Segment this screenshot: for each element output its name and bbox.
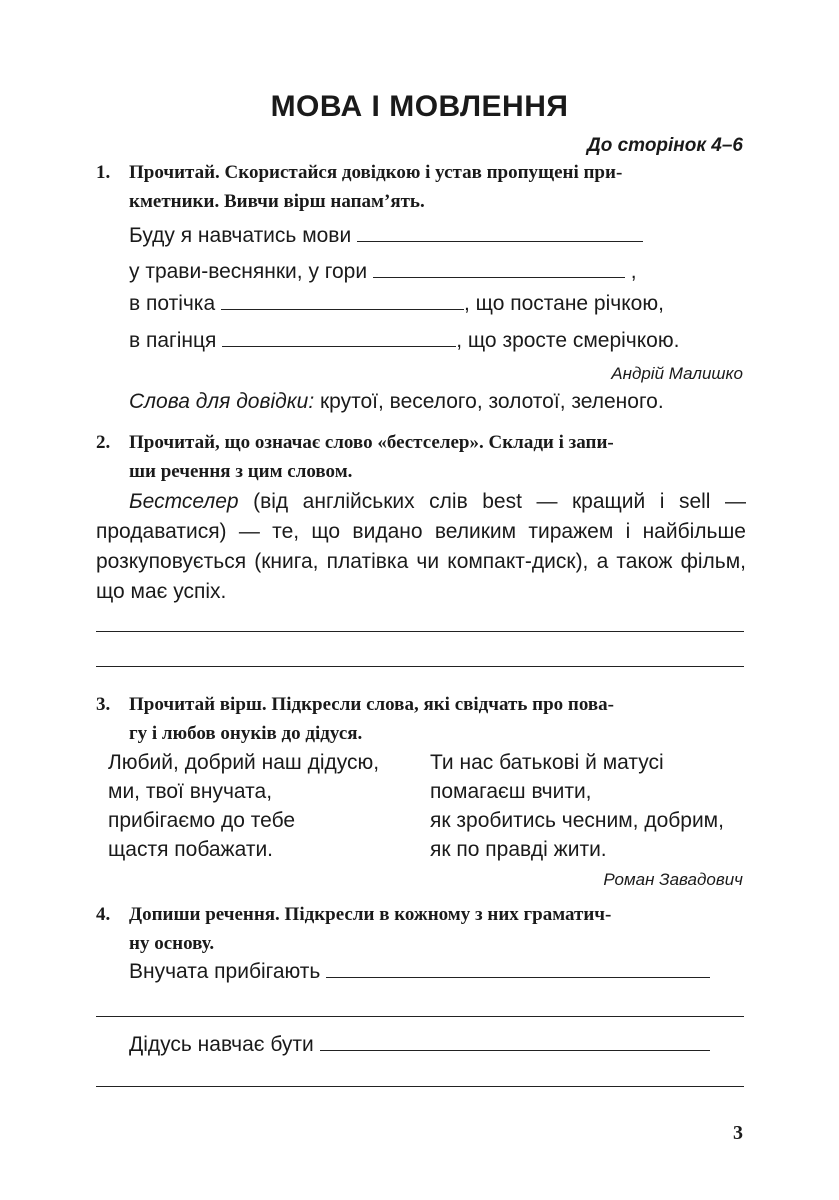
- poem-line: [129, 260, 637, 284]
- task-1-instruction: [96, 158, 746, 216]
- answer-line[interactable]: [96, 1016, 744, 1017]
- poem-text: в пагінця: [129, 329, 217, 352]
- task-4-instruction: [96, 900, 746, 958]
- poem-line: прибігаємо до тебе: [108, 809, 296, 832]
- poem-right-column: [430, 748, 724, 864]
- task-text-line: гу і любов онуків до дідуся.: [129, 723, 363, 744]
- sentence-start: Внучата прибігають: [129, 960, 321, 983]
- answer-blank[interactable]: [357, 240, 643, 242]
- page-number: 3: [733, 1122, 743, 1144]
- task-number: 2.: [96, 432, 111, 453]
- definition-term: Бестселер: [129, 490, 239, 513]
- task-number: 4.: [96, 904, 111, 925]
- poem-line: Ти нас батькові й матусі: [430, 751, 664, 774]
- poem-line: [129, 292, 664, 316]
- task-text-line: ну основу.: [129, 933, 215, 954]
- sentence-start: Дідусь навчає бути: [129, 1033, 314, 1056]
- task-text-line: Прочитай вірш. Підкресли слова, які свідчать про пова-: [129, 694, 614, 715]
- poem-punct: ,: [630, 260, 637, 283]
- poem-text: , що постане річкою,: [463, 292, 664, 315]
- definition-text: (від англійських слів best — кращий і sell — продаватися) — те, що видано великим тиражем і найбільше розкуповується (книга, платівка чи компакт-диск), а також фільм, що має успіх.: [96, 490, 746, 603]
- task-number: 3.: [96, 694, 111, 715]
- answer-line[interactable]: [96, 666, 744, 667]
- task-text-line: Прочитай, що означає слово «бестселер». Склади і запи-: [129, 432, 614, 453]
- answer-blank[interactable]: [320, 1049, 710, 1051]
- page-title: МОВА І МОВЛЕННЯ: [270, 90, 569, 123]
- answer-line[interactable]: [96, 631, 744, 632]
- task-text-line: Допиши речення. Підкресли в кожному з них граматич-: [129, 904, 612, 925]
- sentence-line: [129, 960, 710, 984]
- poem-line: помагаєш вчити,: [430, 780, 592, 803]
- hint-label: Слова для довідки:: [129, 390, 315, 413]
- definition-paragraph: [96, 487, 746, 607]
- poem-line: ми, твої внучата,: [108, 780, 273, 803]
- hint-words: [129, 390, 664, 414]
- poem-line: Любий, добрий наш дідусю,: [108, 751, 380, 774]
- answer-blank[interactable]: [373, 276, 625, 278]
- answer-blank[interactable]: [326, 976, 710, 978]
- poem-text: в потічка: [129, 292, 216, 315]
- poem-text: , що зросте смерічкою.: [456, 329, 680, 352]
- task-number: 1.: [96, 162, 111, 183]
- task-text-line: ши речення з цим словом.: [129, 461, 353, 482]
- poem-line: [129, 329, 679, 353]
- poem-author: Андрій Малишко: [611, 364, 743, 383]
- answer-blank[interactable]: [221, 308, 464, 310]
- task-3-instruction: [96, 690, 746, 748]
- hint-list: крутої, веселого, золотої, зеленого.: [314, 390, 664, 413]
- answer-line[interactable]: [96, 1086, 744, 1087]
- answer-blank[interactable]: [222, 345, 456, 347]
- poem-text: у трави-веснянки, у гори: [129, 260, 368, 283]
- task-text-line: кметники. Вивчи вірш напам’ять.: [129, 191, 425, 212]
- page-reference: До сторінок 4–6: [587, 135, 743, 156]
- poem-author: Роман Завадович: [603, 870, 743, 889]
- sentence-line: [129, 1033, 710, 1057]
- poem-line: як зробитись чесним, добрим,: [430, 809, 724, 832]
- poem-line: щастя побажати.: [108, 838, 274, 861]
- poem-text: Буду я навчатись мови: [129, 224, 352, 247]
- poem-left-column: [108, 748, 379, 864]
- task-2-instruction: [96, 428, 746, 486]
- task-text-line: Прочитай. Скористайся довідкою і устав пропущені при-: [129, 162, 623, 183]
- poem-line: як по правді жити.: [430, 838, 607, 861]
- poem-line: [129, 224, 643, 248]
